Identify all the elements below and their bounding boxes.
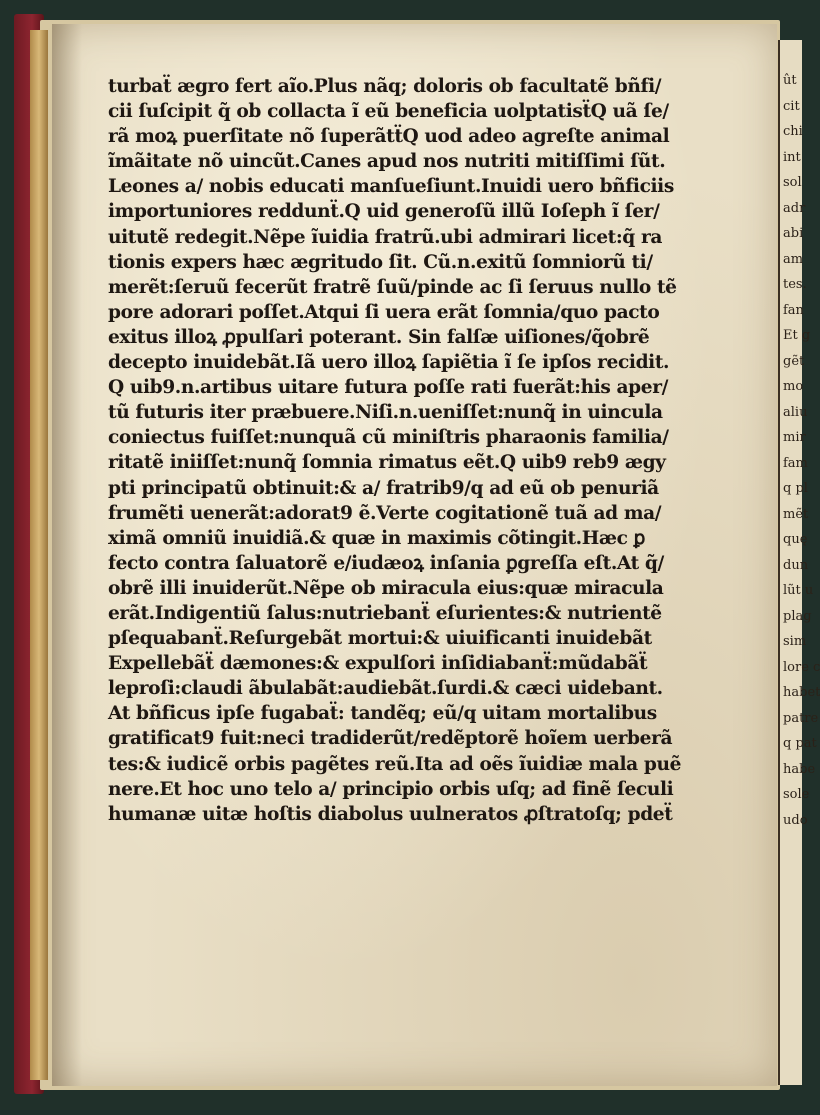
- text-line: erãt.Indigentiũ ſalus:nutriebanẗ eſurientes:& nutrientẽ: [108, 602, 662, 624]
- gutter-shadow: [52, 24, 82, 1086]
- text-line: merẽt:ſeruũ fecerũt fratrẽ ſuũ/pinde ac ſi ſeruus nullo tẽ: [108, 276, 677, 298]
- text-line: tes:& iudicẽ orbis pagẽtes reũ.Ita ad oẽs ĩuidiæ mala puẽ: [108, 753, 682, 775]
- facing-page-edge: [778, 40, 820, 1085]
- facing-page-fragments: ût cit chi int sol adr abi am tes. fan Et g gẽt mo aliu mir fam q pl mẽt quę dun lũt u plag sim lore c habet patre q pat habe sole udo: [783, 73, 820, 828]
- text-line: fecto contra ſaluatorẽ e/iudæoꝝ inſania ꝑgreſſa eſt.At q̃/: [108, 552, 664, 574]
- text-line: frumẽti uenerãt:adorat9 ẽ.Verte cogitationẽ tuã ad ma/: [108, 502, 662, 524]
- text-line: Leones a/ nobis educati manſueſiunt.Inuidi uero bñficiis: [108, 176, 674, 198]
- text-line: nere.Et hoc uno telo a/ principio orbis uſq; ad finẽ ſeculi: [108, 778, 674, 800]
- text-line: ĩmãitate nõ uincũt.Canes apud nos nutriti mitiſſimi ſũt.: [108, 151, 666, 173]
- text-line: ritatẽ iniiſſet:nunq̃ ſomnia rimatus eẽt.Q uib9 reb9 ægy: [108, 452, 666, 474]
- text-line: leproſi:claudi ãbulabãt:audiebãt.ſurdi.& cæci uidebant.: [108, 678, 663, 700]
- text-line: pti principatũ obtinuit:& a/ fratrib9/q ad eũ ob penuriã: [108, 477, 659, 499]
- text-line: gratificat9 fuit:neci tradiderũt/redẽptorẽ hoĩem uerberã: [108, 728, 673, 750]
- text-block: [108, 74, 718, 827]
- text-line: tionis expers hæc ægritudo ſit. Cũ.n.exitũ ſomniorũ ti/: [108, 251, 653, 273]
- text-line: Expellebãẗ dæmones:& expulſori inſidiabanẗ:mũdabãẗ: [108, 653, 648, 675]
- text-line: pore adorari poſſet.Atqui ſi uera erãt ſomnia/quo pacto: [108, 301, 660, 323]
- text-line: ximã omniũ inuidiã.& quæ in maximis cõtingit.Hæc ꝑ: [108, 527, 646, 549]
- text-line: exitus illoꝝ ꝓpulſari poterant. Sin falſæ uiſiones/q̃obrẽ: [108, 326, 650, 348]
- gilded-page-edge: [30, 30, 48, 1080]
- text-line: obrẽ illi inuiderũt.Nẽpe ob miracula eius:quæ miracula: [108, 577, 664, 599]
- text-line: At bñficus ipſe fugabaẗ: tandẽq; eũ/q uitam mortalibus: [108, 703, 657, 725]
- text-line: pſequabanẗ.Reſurgebãt mortui:& uiuificanti inuidebãt: [108, 628, 652, 650]
- text-line: Q uib9.n.artibus uitare futura poſſe rati fuerãt:his aper/: [108, 377, 668, 399]
- text-line: coniectus fuiſſet:nunquã cũ miniſtris pharaonis familia/: [108, 427, 669, 449]
- text-line: turbaẗ ægro fert aĩo.Plus nãq; doloris ob facultatẽ bñfi/: [108, 76, 662, 97]
- text-line: uitutẽ redegit.Nẽpe ĩuidia fratrũ.ubi admirari licet:q̃ ra: [108, 226, 663, 248]
- text-line: tũ futuris iter præbuere.Niſi.n.ueniſſet:nunq̃ in uincula: [108, 402, 663, 424]
- text-line: cii ſuſcipit q̃ ob collacta ĩ eũ beneficia uolptatisẗQ uã ſe/: [108, 101, 669, 123]
- text-line: decepto inuidebãt.Iã uero illoꝝ ſapiẽtia ĩ ſe ipſos recidit.: [108, 352, 670, 374]
- text-line: rã moꝝ puerſitate nõ ſuperãtẗQ uod adeo agreſte animal: [108, 126, 670, 148]
- text-line: importuniores reddunẗ.Q uid generoſũ illũ Ioſeph ĩ ſer/: [108, 201, 660, 223]
- text-line: humanæ uitæ hoſtis diabolus uulneratos ꝓſtratoſq; pdeẗ: [108, 803, 673, 825]
